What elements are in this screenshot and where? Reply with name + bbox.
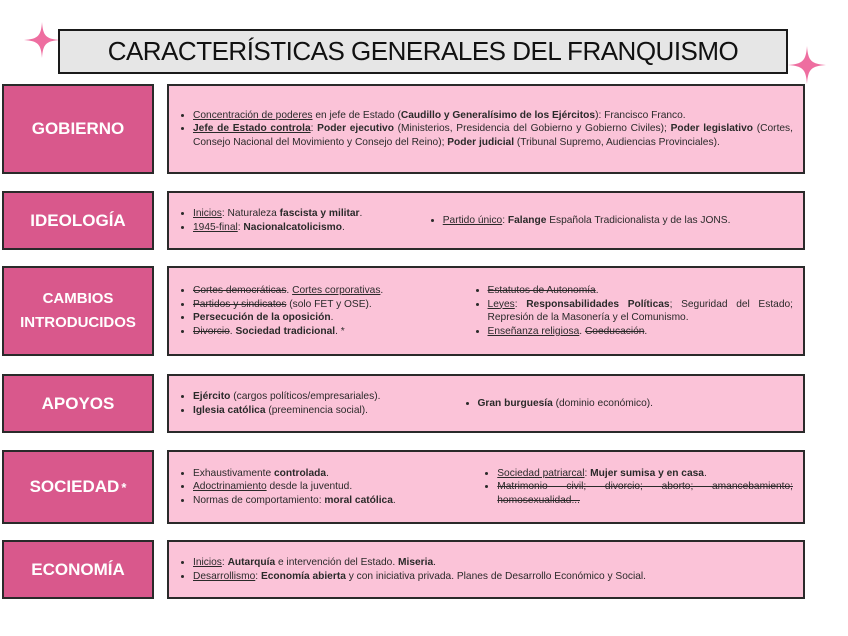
page-title: CARACTERÍSTICAS GENERALES DEL FRANQUISMO (107, 36, 739, 66)
label-text: APOYOS (41, 393, 115, 413)
list-item: • Enseñanza religiosa. Coeducación. (488, 325, 793, 339)
list-item: • Persecución de la oposición. (193, 311, 436, 325)
row-label-ideologia (2, 191, 154, 250)
row-label-sociedad (2, 450, 154, 524)
list-item: • Sociedad patriarcal: Mujer sumisa y en casa. (497, 467, 793, 481)
list-item: • Cortes democráticas. Cortes corporativas. (193, 284, 436, 298)
two-column (181, 207, 793, 234)
bullet-list (431, 214, 793, 228)
two-column (181, 390, 793, 417)
list-item: • Normas de comportamiento: moral católica. (193, 494, 455, 508)
list-item: • Matrimonio civil; divorcio; aborto; amancebamiento; homosexualidad... (497, 480, 793, 507)
label-line-1: CAMBIOS (42, 290, 114, 307)
row-content-gobierno (167, 84, 805, 174)
title-box (58, 29, 788, 74)
row-label-apoyos (2, 374, 154, 433)
row-content-apoyos (167, 374, 805, 433)
list-item: • Exhaustivamente controlada. (193, 467, 455, 481)
list-item: • Iglesia católica (preeminencia social). (193, 404, 444, 418)
row-label-cambios (2, 266, 154, 356)
bullet-list (466, 397, 794, 411)
bullet-list (181, 467, 455, 508)
bullet-list (181, 556, 793, 583)
list-item: • Jefe de Estado controla: Poder ejecutivo (Ministerios, Presidencia del Gobierno y Gobierno Civiles); Poder legislativo (Cortes, Consejo Nacional del Movimiento y Consejo del Reino); Poder judicial (Tribunal Supremo, Audiencias Provinciales). (193, 122, 793, 149)
list-item: • Concentración de poderes en jefe de Estado (Caudillo y Generalísimo de los Ejércitos): Francisco Franco. (193, 109, 793, 123)
list-item: • Inicios: Autarquía e intervención del Estado. Miseria. (193, 556, 793, 570)
two-column (181, 284, 793, 338)
label-line-2: INTRODUCIDOS (20, 314, 136, 331)
bullet-list (181, 109, 793, 150)
list-item: • Partidos y sindicatos (solo FET y OSE). (193, 298, 436, 312)
list-item: • 1945-final: Nacionalcatolicismo. (193, 221, 411, 235)
list-item: • Inicios: Naturaleza fascista y militar. (193, 207, 411, 221)
row-content-sociedad (167, 450, 805, 524)
list-item: • Partido único: Falange Española Tradicionalista y de las JONS. (443, 214, 793, 228)
list-item: • Desarrollismo: Economía abierta y con iniciativa privada. Planes de Desarrollo Económico y Social. (193, 570, 793, 584)
list-item: • Adoctrinamiento desde la juventud. (193, 480, 455, 494)
bullet-list (485, 467, 793, 508)
label-text: SOCIEDAD (29, 476, 120, 496)
list-item: • Divorcio. Sociedad tradicional. * (193, 325, 436, 339)
list-item: • Leyes: Responsabilidades Políticas; Seguridad del Estado; Represión de la Masonería y el Comunismo. (488, 298, 793, 325)
row-content-ideologia (167, 191, 805, 250)
label-text: GOBIERNO (31, 119, 125, 138)
label-text: IDEOLOGÍA (30, 210, 126, 230)
label-text: ECONOMÍA (31, 559, 125, 579)
bullet-list (476, 284, 793, 338)
sparkle-right-icon (788, 46, 826, 84)
row-label-economia (2, 540, 154, 599)
bullet-list (181, 390, 444, 417)
asterisk-mark: * (121, 479, 127, 495)
row-label-gobierno (2, 84, 154, 174)
bullet-list (181, 284, 436, 338)
two-column (181, 467, 793, 508)
row-content-economia (167, 540, 805, 599)
list-item: • Ejército (cargos políticos/empresariales). (193, 390, 444, 404)
sparkle-left-icon (24, 22, 60, 58)
row-content-cambios (167, 266, 805, 356)
list-item: • Estatutos de Autonomía. (488, 284, 793, 298)
list-item: • Gran burguesía (dominio económico). (478, 397, 794, 411)
bullet-list (181, 207, 411, 234)
